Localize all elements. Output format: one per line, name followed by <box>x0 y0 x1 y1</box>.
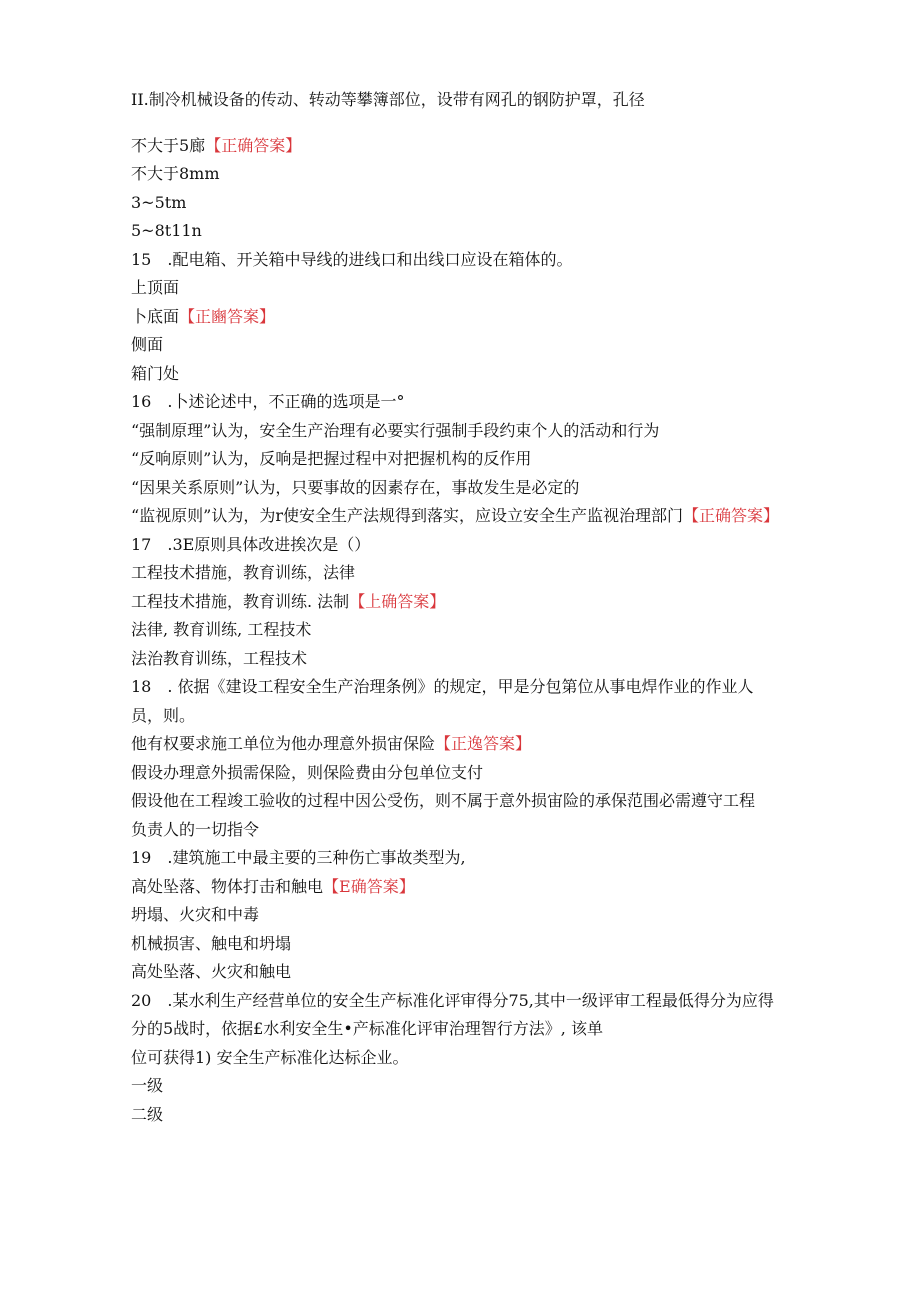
question-15-option-d: 箱门处 <box>131 363 180 383</box>
question-18-option-b: 假设办理意外损需保险，则保险费由分包单位支付 <box>131 762 484 782</box>
question-14-stem: II.制冷机械设备的传动、转动等攀簿部位，设带有网孔的钢防护罩，孔径 <box>131 90 645 109</box>
question-20-stem-line-2: 分的5战时，依据£水利安全生•产标准化评审治理智行方法》, 该单 <box>131 1019 603 1038</box>
option-text: 他有权要求施工单位为他办理意外损宙保险 <box>131 734 436 753</box>
question-19-stem: 19 .建筑施工中最主要的三种伤亡事故类型为, <box>131 848 466 867</box>
question-15-option-a: 上顶面 <box>131 278 180 297</box>
question-14-option-b: 不大于8mm <box>131 164 220 183</box>
question-16-option-b: “反响原则”认为，反响是把握过程中对把握机构的反作用 <box>131 449 532 468</box>
question-17-option-b <box>131 588 811 617</box>
question-14-option-d: 5~8t11n <box>131 221 202 240</box>
option-text: 高处坠落、物体打击和触电 <box>131 876 324 896</box>
question-18-stem-line-2: 员，则。 <box>131 705 196 725</box>
question-14-option-c: 3~5tm <box>131 192 187 212</box>
question-20-option-b: 二级 <box>131 1104 164 1124</box>
question-19-option-a <box>131 873 811 902</box>
question-15-stem: 15 .配电箱、开关箱中导线的进线口和出线口应设在箱体的。 <box>131 249 573 269</box>
question-17-stem: 17 .3E原则具体改进挨次是（） <box>131 534 371 554</box>
correct-answer-mark: 【上确答案】 <box>349 591 446 611</box>
option-text: 不大于5廊 <box>131 135 206 155</box>
question-20-stem-line-1: 20 .某水利生产经营单位的安全生产标准化评审得分75,其中一级评审工程最低得分为应得 <box>131 990 774 1010</box>
question-16-option-a: “强制原理”认为，安全生产治理有必要实行强制手段约束个人的活动和行为 <box>131 420 660 440</box>
question-15-option-b <box>131 303 811 332</box>
correct-answer-mark: 【正逸答案】 <box>435 734 532 753</box>
question-18-option-c-line-2: 负责人的一切指令 <box>131 819 260 839</box>
option-text: 工程技术措施，教育训练. 法制 <box>131 591 350 611</box>
question-19-option-c: 机械损害、触电和坍塌 <box>131 933 292 953</box>
question-18-option-a <box>131 730 811 759</box>
question-14-option-a <box>131 132 811 161</box>
question-18-stem-line-1: 18 . 依据《建设工程安全生产治理条例》的规定，甲是分包第位从事电焊作业的作业人 <box>131 677 754 696</box>
question-20-stem-line-3: 位可获得1) 安全生产标准化达标企业。 <box>131 1047 409 1067</box>
question-20-option-a: 一级 <box>131 1076 164 1095</box>
option-text: 卜底面 <box>131 306 180 326</box>
question-16-option-d <box>131 502 811 531</box>
question-17-option-a: 工程技术措施，教育训练，法律 <box>131 563 356 582</box>
question-16-stem: 16 .卜述论述中，不正确的选项是一° <box>131 392 405 411</box>
question-16-option-c: “因果关系原则”认为，只要事故的因素存在，事故发生是必定的 <box>131 477 580 497</box>
correct-answer-mark: 【正确答案】 <box>205 135 302 155</box>
question-17-option-d: 法治教育训练，工程技术 <box>131 648 308 668</box>
question-15-option-c: 侧面 <box>131 335 164 354</box>
document-page <box>131 86 811 1129</box>
correct-answer-mark: 【正确答案】 <box>683 506 780 525</box>
correct-answer-mark: 【正豳答案】 <box>179 306 276 326</box>
question-17-option-c: 法律, 教育训练, 工程技术 <box>131 620 312 639</box>
correct-answer-mark: 【E确答案】 <box>323 876 415 896</box>
question-19-option-b: 坍塌、火灾和中毒 <box>131 905 260 924</box>
option-text: “监视原则”认为，为r使安全生产法规得到落实，应设立安全生产监视治理部门 <box>131 506 684 525</box>
question-19-option-d: 高处坠落、火灾和触电 <box>131 962 292 981</box>
question-18-option-c-line-1: 假设他在工程竣工验收的过程中因公受伤，则不属于意外损宙险的承保范围必需遵守工程 <box>131 791 756 810</box>
